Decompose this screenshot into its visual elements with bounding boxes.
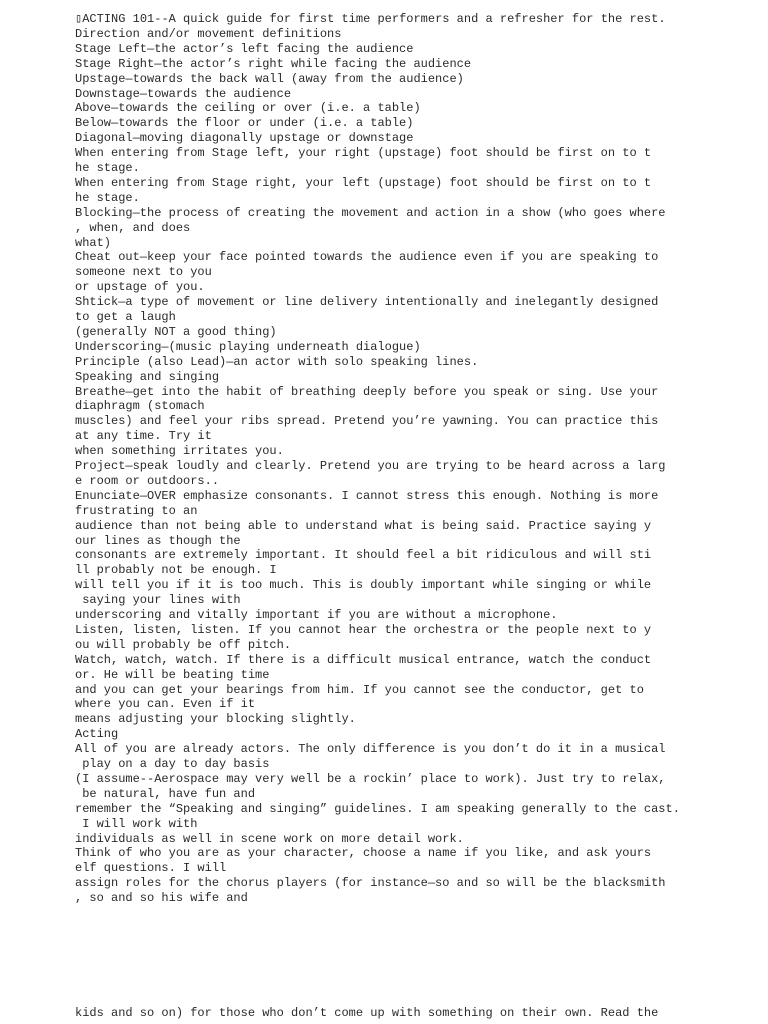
text-line: , when, and does [75, 221, 191, 235]
text-line: Breathe—get into the habit of breathing deeply before you speak or sing. Use your [75, 385, 659, 399]
text-line: Direction and/or movement definitions [75, 27, 342, 41]
text-line: will tell you if it is too much. This is doubly important while singing or while [75, 578, 652, 592]
text-line: underscoring and vitally important if you are without a microphone. [75, 608, 558, 622]
text-line: assign roles for the chorus players (for instance—so and so will be the blacksmith [75, 876, 666, 890]
text-line: , so and so his wife and [75, 891, 248, 905]
text-line: kids and so on) for those who don’t come up with something on their own. Read the [75, 1006, 659, 1020]
text-line: Think of who you are as your character, choose a name if you like, and ask yours [75, 846, 652, 860]
text-line: elf questions. I will [75, 861, 227, 875]
text-line: Cheat out—keep your face pointed towards the audience even if you are speaking to [75, 250, 659, 264]
text-line: e room or outdoors.. [75, 474, 220, 488]
text-line: ou will probably be off pitch. [75, 638, 292, 652]
text-line: muscles) and feel your ribs spread. Pretend you’re yawning. You can practice this [75, 414, 659, 428]
text-line: Upstage—towards the back wall (away from the audience) [75, 72, 464, 86]
text-line: Listen, listen, listen. If you cannot hear the orchestra or the people next to y [75, 623, 652, 637]
text-line: Speaking and singing [75, 370, 220, 384]
text-line: where you can. Even if it [75, 697, 256, 711]
text-line: when something irritates you. [75, 444, 284, 458]
text-line: Below—towards the floor or under (i.e. a table) [75, 116, 414, 130]
text-line: he stage. [75, 161, 140, 175]
text-line: consonants are extremely important. It should feel a bit ridiculous and will sti [75, 548, 652, 562]
text-line: to get a laugh [75, 310, 176, 324]
text-line: (I assume--Aerospace may very well be a rockin’ place to work). Just try to relax, [75, 772, 666, 786]
text-line: play on a day to day basis [75, 757, 270, 771]
text-line: or upstage of you. [75, 280, 205, 294]
text-line: Above—towards the ceiling or over (i.e. a table) [75, 101, 421, 115]
text-line: someone next to you [75, 265, 212, 279]
text-line: When entering from Stage left, your right (upstage) foot should be first on to t [75, 146, 652, 160]
text-line: our lines as though the [75, 534, 241, 548]
text-line: Enunciate—OVER emphasize consonants. I cannot stress this enough. Nothing is more [75, 489, 659, 503]
text-line: Watch, watch, watch. If there is a difficult musical entrance, watch the conduct [75, 653, 652, 667]
text-line: at any time. Try it [75, 429, 212, 443]
text-line: I will work with [75, 817, 198, 831]
text-line: ll probably not be enough. I [75, 563, 277, 577]
text-line: and you can get your bearings from him. If you cannot see the conductor, get to [75, 683, 644, 697]
text-line: Acting [75, 727, 119, 741]
text-line: Project—speak loudly and clearly. Pretend you are trying to be heard across a larg [75, 459, 666, 473]
text-line: diaphragm (stomach [75, 399, 205, 413]
text-line: he stage. [75, 191, 140, 205]
text-line: ▯ACTING 101--A quick guide for first time performers and a refresher for the rest. [75, 12, 666, 26]
text-line: remember the “Speaking and singing” guidelines. I am speaking generally to the cast. [75, 802, 680, 816]
text-line: Stage Right—the actor’s right while facing the audience [75, 57, 472, 71]
text-line: Underscoring—(music playing underneath dialogue) [75, 340, 421, 354]
text-line: saying your lines with [75, 593, 241, 607]
text-line: When entering from Stage right, your left (upstage) foot should be first on to t [75, 176, 652, 190]
text-line: or. He will be beating time [75, 668, 270, 682]
text-line: Principle (also Lead)—an actor with solo speaking lines. [75, 355, 479, 369]
text-line: frustrating to an [75, 504, 198, 518]
text-line: Blocking—the process of creating the movement and action in a show (who goes where [75, 206, 666, 220]
text-line: Downstage—towards the audience [75, 87, 292, 101]
text-line: individuals as well in scene work on more detail work. [75, 832, 464, 846]
text-line: Shtick—a type of movement or line delivery intentionally and inelegantly designed [75, 295, 659, 309]
text-line: means adjusting your blocking slightly. [75, 712, 356, 726]
text-line: Stage Left—the actor’s left facing the audience [75, 42, 414, 56]
text-line: (generally NOT a good thing) [75, 325, 277, 339]
text-line: what) [75, 236, 112, 250]
text-line: audience than not being able to understand what is being said. Practice saying y [75, 519, 652, 533]
text-line: Diagonal—moving diagonally upstage or downstage [75, 131, 414, 145]
text-line: be natural, have fun and [75, 787, 256, 801]
text-line: All of you are already actors. The only difference is you don’t do it in a musical [75, 742, 666, 756]
